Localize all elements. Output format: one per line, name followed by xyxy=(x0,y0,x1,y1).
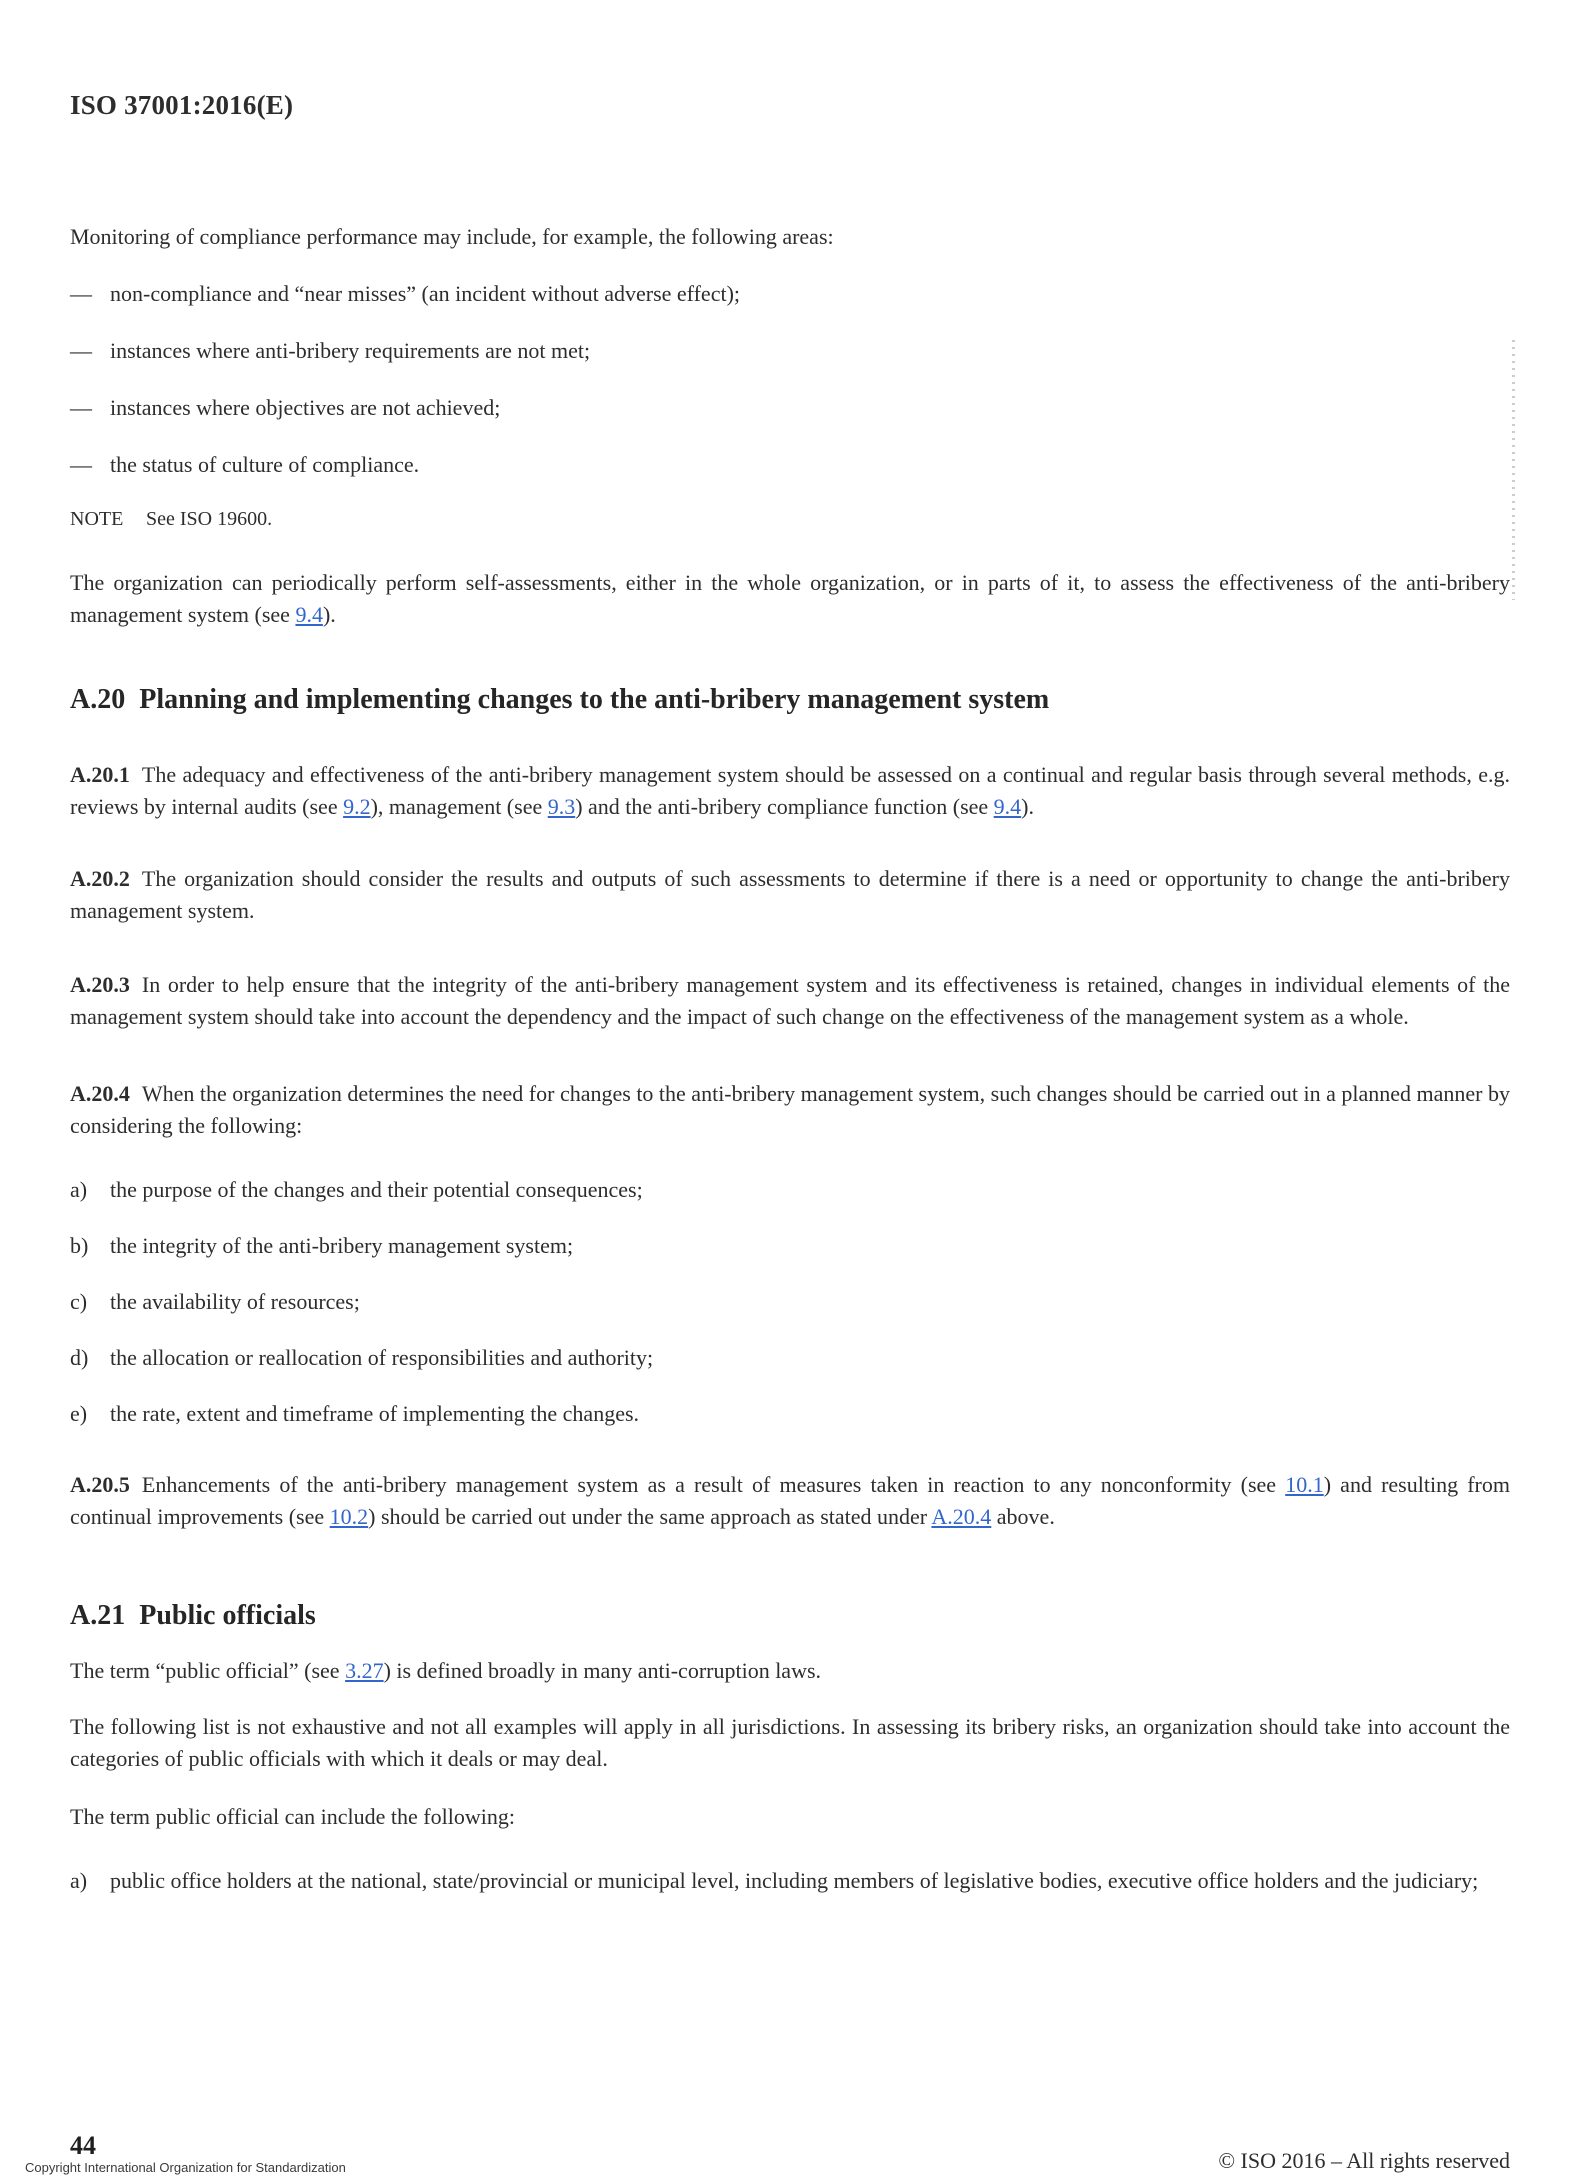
list-marker: a) xyxy=(70,1868,88,1893)
note-label: NOTE xyxy=(70,508,124,530)
list-marker: a) xyxy=(70,1177,88,1202)
section-number: A.21 xyxy=(70,1600,126,1631)
xref-link-a20-4[interactable]: A.20.4 xyxy=(931,1504,992,1529)
list-item xyxy=(70,392,1510,424)
list-item-text: the integrity of the anti-bribery management system; xyxy=(110,1233,574,1258)
list-item-text: the status of culture of compliance. xyxy=(110,452,420,477)
rights-notice: © ISO 2016 – All rights reserved xyxy=(1218,2148,1510,2173)
note-block xyxy=(70,505,1510,533)
list-item-text: public office holders at the national, state/provincial or municipal level, including members of legislative bodies, executive office holders and the judiciary; xyxy=(110,1868,1479,1893)
paragraph-text: ), management (see xyxy=(370,794,548,819)
section-title: Public officials xyxy=(139,1600,316,1631)
intro-paragraph: Monitoring of compliance performance may include, for example, the following areas: xyxy=(70,224,834,249)
paragraph-text: In order to help ensure that the integrity of the anti-bribery management system and its effectiveness is retained, changes in individual elements of the management system should take into account the dependency and the impact of such change on the effectiveness of the management system as a whole. xyxy=(70,972,1510,1029)
list-marker: b) xyxy=(70,1233,89,1258)
margin-watermark xyxy=(1512,340,1515,600)
list-item-text: instances where objectives are not achieved; xyxy=(110,395,501,420)
xref-link-3-27[interactable]: 3.27 xyxy=(345,1658,384,1683)
list-item xyxy=(70,278,1510,310)
document-id-header: ISO 37001:2016(E) xyxy=(70,90,294,120)
list-item xyxy=(70,1865,1510,1897)
lettered-list-a20-4 xyxy=(70,1174,1510,1430)
clause-a20-4 xyxy=(70,1078,1510,1142)
list-item-text: the purpose of the changes and their potential consequences; xyxy=(110,1177,643,1202)
xref-link-10-2[interactable]: 10.2 xyxy=(329,1504,369,1529)
section-title: Planning and implementing changes to the anti-bribery management system xyxy=(139,684,1050,715)
paragraph-text: When the organization determines the need for changes to the anti-bribery management system, such changes should be carried out in a planned manner by considering the following: xyxy=(70,1081,1510,1138)
page-number: 44 xyxy=(70,2131,96,2160)
list-marker: d) xyxy=(70,1345,89,1370)
paragraph-text: ). xyxy=(322,602,336,627)
clause-label: A.20.2 xyxy=(70,866,130,891)
clause-a20-2 xyxy=(70,863,1510,927)
section-heading-a21 xyxy=(70,1597,1510,1635)
list-item-text: the availability of resources; xyxy=(110,1289,360,1314)
paragraph-text: ) and resulting from continual improvements (see xyxy=(70,1472,1510,1529)
dash-marker: — xyxy=(70,281,92,306)
paragraph-self-assessment xyxy=(70,567,1510,631)
list-item xyxy=(70,335,1510,367)
list-item xyxy=(70,1342,1510,1374)
list-marker: c) xyxy=(70,1289,88,1314)
dash-marker: — xyxy=(70,338,92,363)
xref-link-10-1[interactable]: 10.1 xyxy=(1285,1472,1324,1497)
paragraph-text: ) should be carried out under the same approach as stated under xyxy=(368,1504,932,1529)
note-text: See ISO 19600. xyxy=(146,508,273,530)
section-number: A.20 xyxy=(70,684,126,715)
paragraph-text: ) and the anti-bribery compliance function (see xyxy=(575,794,994,819)
clause-label: A.20.5 xyxy=(70,1472,130,1497)
paragraph-text: The term “public official” (see xyxy=(70,1658,346,1683)
paragraph-text: The organization can periodically perform self-assessments, either in the whole organization, or in parts of it, to assess the effectiveness of the anti-bribery management system (see xyxy=(70,570,1510,627)
lettered-list-a21 xyxy=(70,1865,1510,1897)
section-heading-a20 xyxy=(70,681,1510,719)
paragraph-text: Enhancements of the anti-bribery management system as a result of measures taken in reaction to any nonconformity (see xyxy=(141,1472,1286,1497)
list-item-text: instances where anti-bribery requirements are not met; xyxy=(110,338,591,363)
paragraph-text: The organization should consider the results and outputs of such assessments to determine if there is a need or opportunity to change the anti-bribery management system. xyxy=(70,866,1510,923)
xref-link-9-4[interactable]: 9.4 xyxy=(295,602,323,627)
dash-marker: — xyxy=(70,452,92,477)
list-item xyxy=(70,1398,1510,1430)
page-content xyxy=(70,0,1510,1897)
list-item xyxy=(70,1174,1510,1206)
paragraph-text: ). xyxy=(1021,794,1034,819)
xref-link-9-2[interactable]: 9.2 xyxy=(343,794,371,819)
paragraph-text: ) is defined broadly in many anti-corruption laws. xyxy=(383,1658,822,1683)
paragraph-can-include: The term public official can include the following: xyxy=(70,1804,515,1829)
list-item-text: non-compliance and “near misses” (an incident without adverse effect); xyxy=(110,281,741,306)
clause-a20-1 xyxy=(70,759,1510,823)
xref-link-9-4[interactable]: 9.4 xyxy=(993,794,1022,819)
paragraph-list-not-exhaustive: The following list is not exhaustive and not all examples will apply in all jurisdictions. In assessing its bribery risks, an organization should take into account the categories of public officials with which it deals or may deal. xyxy=(70,1714,1510,1771)
list-item xyxy=(70,1286,1510,1318)
clause-label: A.20.4 xyxy=(70,1081,130,1106)
paragraph-text: The adequacy and effectiveness of the anti-bribery management system should be assessed on a continual and regular basis through several methods, e.g. reviews by internal audits (see xyxy=(70,762,1510,819)
dash-marker: — xyxy=(70,395,92,420)
copyright-watermark: Copyright International Organization for Standardization xyxy=(25,2160,346,2175)
list-item xyxy=(70,449,1510,481)
list-marker: e) xyxy=(70,1401,88,1426)
list-item-text: the rate, extent and timeframe of implementing the changes. xyxy=(110,1401,640,1426)
dash-list xyxy=(70,278,1510,481)
list-item-text: the allocation or reallocation of responsibilities and authority; xyxy=(110,1345,654,1370)
clause-label: A.20.3 xyxy=(70,972,130,997)
clause-label: A.20.1 xyxy=(70,762,130,787)
paragraph-text: above. xyxy=(991,1504,1055,1529)
clause-a20-5 xyxy=(70,1469,1510,1533)
xref-link-9-3[interactable]: 9.3 xyxy=(547,794,576,819)
clause-a20-3 xyxy=(70,969,1510,1033)
paragraph-public-official-term xyxy=(70,1655,1510,1687)
list-item xyxy=(70,1230,1510,1262)
